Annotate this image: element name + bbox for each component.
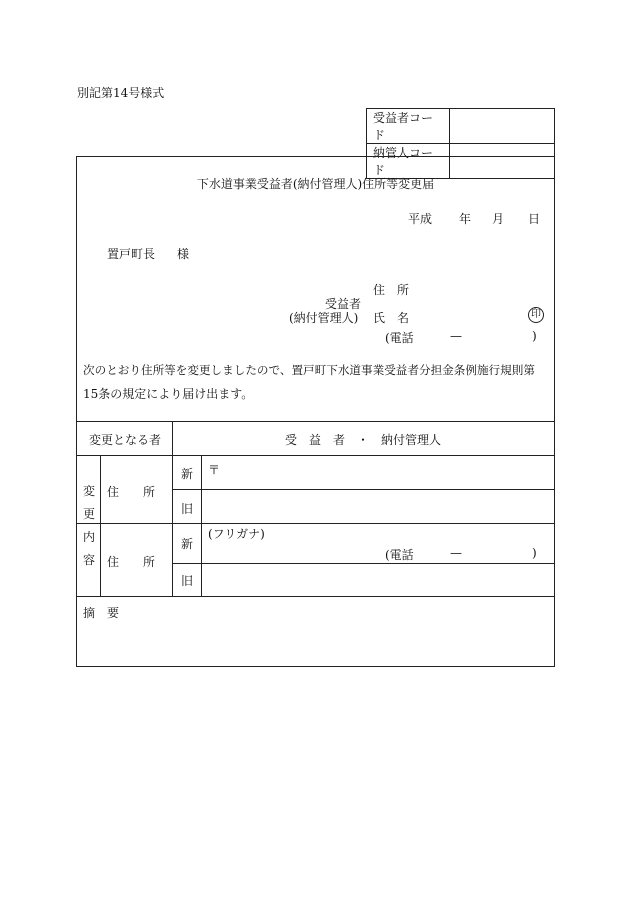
remarks-label: 摘 要 xyxy=(83,606,120,620)
applicant-phone-close: ) xyxy=(532,329,537,343)
row2-new-label: 新 xyxy=(181,537,194,551)
beneficiary-code-label: 受益者コード xyxy=(367,109,450,144)
row1-address-label: 住 所 xyxy=(107,485,156,499)
applicant-address-label: 住 所 xyxy=(373,283,410,297)
row2-phone-label: (電話 xyxy=(385,548,414,562)
form-id: 別記第14号様式 xyxy=(77,86,165,100)
addressee-honorific: 様 xyxy=(177,247,190,261)
postal-mark-icon: 〒 xyxy=(208,463,221,477)
row1-new-label: 新 xyxy=(181,467,194,481)
divider xyxy=(172,489,554,490)
applicant-phone-dash: — xyxy=(450,329,462,343)
divider xyxy=(77,523,554,524)
row2-phone-close: ) xyxy=(532,546,537,560)
divider xyxy=(172,563,554,564)
beneficiary-code-field[interactable] xyxy=(450,109,555,144)
date-year[interactable]: 年 xyxy=(459,212,472,226)
applicant-name-label: 氏 名 xyxy=(373,311,410,325)
applicant-role-line1: 受益者 xyxy=(325,297,362,311)
date-month[interactable]: 月 xyxy=(492,212,505,226)
changes-section-label-char: 容 xyxy=(83,553,96,567)
manager-code-label: 納管人コード xyxy=(367,144,450,179)
row1-old-label: 旧 xyxy=(181,502,194,516)
row2-address-label: 住 所 xyxy=(107,555,156,569)
date-era[interactable]: 平成 xyxy=(408,212,433,226)
changes-section-label-char: 内 xyxy=(83,530,96,544)
changes-section-label-char: 更 xyxy=(83,507,96,521)
changes-section-label-char: 変 xyxy=(83,484,96,498)
row2-old-label: 旧 xyxy=(181,574,194,588)
changer-label: 変更となる者 xyxy=(89,433,162,447)
divider xyxy=(77,596,554,597)
statement-line2: 15条の規定により届け出ます。 xyxy=(83,387,254,401)
divider xyxy=(100,455,101,596)
addressee-name: 置戸町長 xyxy=(107,247,156,261)
applicant-role-line2: (納付管理人) xyxy=(289,311,359,325)
divider xyxy=(77,421,554,422)
seal-mark-icon: 印 xyxy=(528,307,544,323)
row2-phone-dash: — xyxy=(450,546,462,560)
statement-line1: 次のとおり住所等を変更しましたので、置戸町下水道事業受益者分担金条例施行規則第 xyxy=(83,363,535,377)
divider xyxy=(77,455,554,456)
changer-options[interactable]: 受 益 者 ・ 納付管理人 xyxy=(284,433,441,447)
divider xyxy=(201,455,202,596)
row2-furigana-label: (フリガナ) xyxy=(208,527,265,541)
date-day[interactable]: 日 xyxy=(528,212,541,226)
form-body xyxy=(76,156,555,667)
applicant-phone-label: (電話 xyxy=(385,331,414,345)
form-title: 下水道事業受益者(納付管理人)住所等変更届 xyxy=(196,177,435,191)
